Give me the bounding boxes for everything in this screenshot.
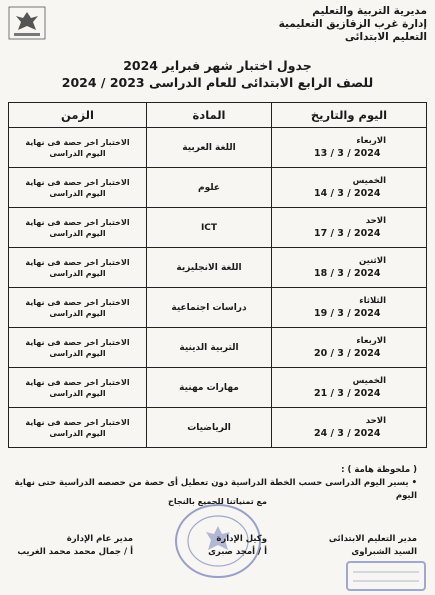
- day-name: الخميس: [352, 175, 386, 186]
- time-line: اليوم الدراسى: [49, 348, 106, 358]
- column-header-subject: المادة: [147, 103, 272, 128]
- exam-schedule-table: [8, 102, 427, 448]
- time-cell: [9, 408, 147, 448]
- exam-date: 24 / 3 / 2024: [314, 427, 381, 439]
- signature-deputy: [208, 533, 267, 559]
- subject-cell: علوم: [147, 168, 272, 208]
- subject-cell: ICT: [147, 208, 272, 248]
- subject-cell: اللغة الانجليزية: [147, 248, 272, 288]
- time-line: الاختبار اخر حصة فى نهاية: [25, 177, 130, 187]
- eagle-emblem-icon: [8, 6, 46, 40]
- signature-title: مدير التعليم الابتدائى: [328, 534, 417, 544]
- day-date-cell: [272, 128, 427, 168]
- exam-date: 13 / 3 / 2024: [314, 147, 381, 159]
- exam-date: 14 / 3 / 2024: [314, 187, 381, 199]
- table-row: [9, 288, 427, 328]
- time-line: الاختبار اخر حصة فى نهاية: [25, 257, 130, 267]
- day-date-cell: [272, 208, 427, 248]
- table-row: [9, 128, 427, 168]
- signature-name: أ / جمال محمد محمد الغريب: [17, 547, 133, 557]
- time-cell: [9, 208, 147, 248]
- time-line: الاختبار اخر حصة فى نهاية: [25, 297, 130, 307]
- table-row: [9, 408, 427, 448]
- administration-name: إدارة غرب الزقازيق التعليمية: [278, 18, 427, 30]
- subject-cell: الرياضيات: [147, 408, 272, 448]
- exam-date: 17 / 3 / 2024: [314, 227, 381, 239]
- day-date-cell: [272, 288, 427, 328]
- subject-cell: التربية الدينية: [147, 328, 272, 368]
- time-cell: [9, 248, 147, 288]
- day-name: الاثنين: [358, 255, 386, 266]
- signature-title: وكيل الإدارة: [216, 534, 267, 544]
- time-line: الاختبار اخر حصة فى نهاية: [25, 337, 130, 347]
- table-row: [9, 208, 427, 248]
- exam-date: 21 / 3 / 2024: [314, 387, 381, 399]
- time-cell: [9, 328, 147, 368]
- directorate-name: مديرية التربية والتعليم: [312, 5, 427, 17]
- notes-heading: ( ملحوظة هامة ) :: [341, 465, 417, 475]
- time-line: الاختبار اخر حصة فى نهاية: [25, 137, 130, 147]
- schedule-title: جدول اختبار شهر فبراير 2024: [123, 58, 312, 73]
- day-date-cell: [272, 368, 427, 408]
- table-body: [9, 128, 427, 448]
- table-row: [9, 248, 427, 288]
- time-line: اليوم الدراسى: [49, 428, 106, 438]
- day-name: الخميس: [352, 375, 386, 386]
- day-date-cell: [272, 328, 427, 368]
- time-cell: [9, 288, 147, 328]
- day-name: الاربعاء: [356, 135, 386, 146]
- time-cell: [9, 168, 147, 208]
- signature-name: أ / أمجد صبرى: [208, 547, 267, 557]
- day-date-cell: [272, 168, 427, 208]
- time-line: اليوم الدراسى: [49, 188, 106, 198]
- signature-title: مدير عام الإدارة: [66, 534, 133, 544]
- table-header-row: [9, 103, 427, 128]
- day-date-cell: [272, 408, 427, 448]
- good-wishes: مع تمنياتنا للجميع بالنجاح: [168, 497, 267, 506]
- department-name: التعليم الابتدائى: [344, 31, 427, 43]
- exam-date: 18 / 3 / 2024: [314, 267, 381, 279]
- column-header-time: الزمن: [9, 103, 147, 128]
- time-line: الاختبار اخر حصة فى نهاية: [25, 217, 130, 227]
- schedule-subtitle: للصف الرابع الابتدائى للعام الدراسى 2023 / 2024: [61, 75, 374, 90]
- signature-primary-director: [329, 533, 417, 559]
- table-row: [9, 328, 427, 368]
- note-item: • يسير اليوم الدراسى حسب الخطة الدراسية دون تعطيل أى حصة من حصصه الدراسية حتى نهاية اليوم: [14, 478, 417, 501]
- time-line: اليوم الدراسى: [49, 388, 106, 398]
- day-date-cell: [272, 248, 427, 288]
- day-name: الثلاثاء: [359, 295, 386, 306]
- day-name: الاحد: [365, 415, 386, 426]
- time-line: الاختبار اخر حصة فى نهاية: [25, 377, 130, 387]
- time-cell: [9, 128, 147, 168]
- exam-date: 19 / 3 / 2024: [314, 307, 381, 319]
- department-stamp-icon: [345, 560, 427, 592]
- institution-header: [279, 5, 427, 44]
- signature-general-director: [17, 533, 133, 559]
- time-line: اليوم الدراسى: [49, 268, 106, 278]
- subject-cell: مهارات مهنية: [147, 368, 272, 408]
- signature-name: السيد الشبراوى: [351, 547, 417, 557]
- table-row: [9, 368, 427, 408]
- day-name: الاحد: [365, 215, 386, 226]
- time-line: الاختبار اخر حصة فى نهاية: [25, 417, 130, 427]
- exam-date: 20 / 3 / 2024: [314, 347, 381, 359]
- subject-cell: دراسات اجتماعية: [147, 288, 272, 328]
- time-line: اليوم الدراسى: [49, 308, 106, 318]
- time-cell: [9, 368, 147, 408]
- column-header-day-date: اليوم والتاريخ: [272, 103, 427, 128]
- table-row: [9, 168, 427, 208]
- day-name: الاربعاء: [356, 335, 386, 346]
- time-line: اليوم الدراسى: [49, 148, 106, 158]
- subject-cell: اللغة العربية: [147, 128, 272, 168]
- time-line: اليوم الدراسى: [49, 228, 106, 238]
